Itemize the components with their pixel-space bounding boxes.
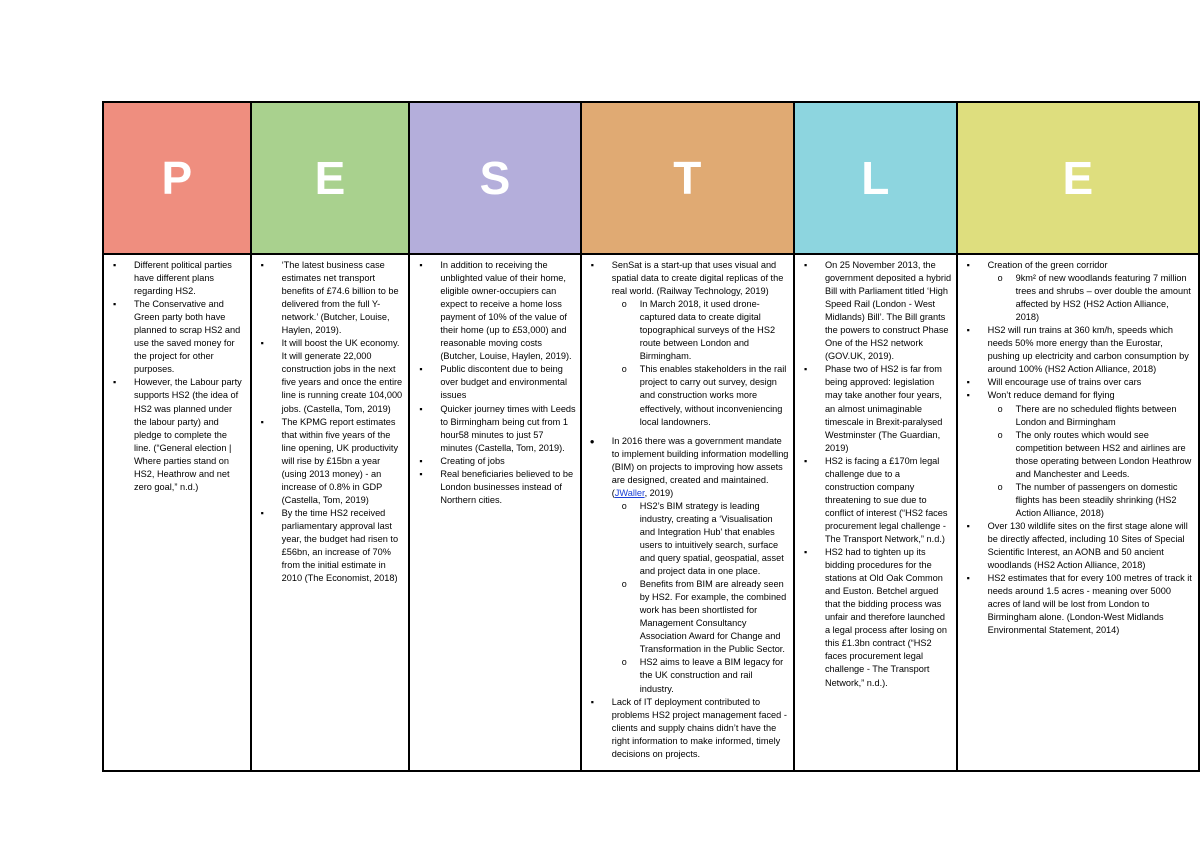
economic-list: [257, 259, 405, 585]
sub-list: [612, 298, 789, 428]
header-letter-e2: E: [1062, 152, 1094, 204]
list-item: ▪ Lack of IT deployment contributed to problems HS2 project management faced - clients and supply chains didn’t have the right information to make informed, timely decisions on projects.: [612, 696, 789, 761]
social-list: [415, 259, 575, 507]
list-item: ▪ The KPMG report estimates that within five years of the line opening, UK productivity will rise by £15bn a year (using 2013 money) - an increase of 0.8% in GDP (Castella, Tom, 2019): [282, 416, 405, 507]
header-letter-e: E: [314, 152, 346, 204]
header-letter-s: S: [479, 152, 511, 204]
list-item: [988, 389, 1194, 519]
sub-list: [612, 500, 789, 696]
political-cell: [103, 254, 251, 771]
list-item: ▪ In addition to receiving the unblighted value of their home, eligible owner-occupiers can expect to receive a home loss payment of 10% of the value of their home (up to £53,000) and reasonable moving costs (Butcher, Louise, Haylen, 2019).: [440, 259, 575, 363]
list-item: ▪ Creating of jobs: [440, 455, 575, 468]
list-item: ▪ Different political parties have different plans regarding HS2.: [134, 259, 246, 298]
list-item: ▪ Real beneficiaries believed to be London businesses instead of Northern cities.: [440, 468, 575, 507]
header-economic: [251, 102, 410, 254]
social-cell: [409, 254, 580, 771]
list-item: ▪ By the time HS2 received parliamentary approval last year, the budget had risen to £56bn, an increase of 70% from the initial estimate in 2010 (The Economist, 2018): [282, 507, 405, 585]
header-legal: [794, 102, 957, 254]
legal-cell: [794, 254, 957, 771]
sub-list-item: o There are no scheduled flights between London and Birmingham: [1016, 403, 1194, 429]
environmental-cell: [957, 254, 1199, 771]
economic-cell: [251, 254, 410, 771]
header-environmental: [957, 102, 1199, 254]
list-item: ▪ HS2 will run trains at 360 km/h, speeds which needs 50% more energy than the Eurostar, pushing up electricity and carbon consumption by around 100% (HS2 Action Alliance, 2018): [988, 324, 1194, 376]
environmental-list: [963, 259, 1194, 637]
header-letter-l: L: [861, 152, 890, 204]
list-item: ▪ Will encourage use of trains over cars: [988, 376, 1194, 389]
pestle-table: [102, 101, 1200, 772]
list-item: ▪ HS2 had to tighten up its bidding procedures for the stations at Old Oak Common and Euston. Betchel argued that the bidding process was unfair and therefore launched a legal process after losing on this £1.3bn contract (“HS2 faces procurement legal challenge - The Transport Network,” n.d.).: [825, 546, 952, 690]
sub-list: [988, 272, 1194, 324]
technological-list: [587, 259, 789, 761]
sub-list-item: o The only routes which would see competition between HS2 and airlines are those operating between London Heathrow and Manchester and Leeds.: [1016, 429, 1194, 481]
legal-list: [800, 259, 952, 690]
list-item-text: Won’t reduce demand for flying: [987, 390, 1115, 401]
list-item: ▪ Phase two of HS2 is far from being approved: legislation may take another four years, an almost unimaginable timescale in Brexit-paralysed Westminster (The Guardian, 2019): [825, 363, 952, 454]
list-item: ▪ On 25 November 2013, the government deposited a hybrid Bill with Parliament titled ‘High Speed Rail (London - West Midlands) Bill’. The Bill grants the powers to construct Phase One of the HS2 network (GOV.UK, 2019).: [825, 259, 952, 363]
sub-list-item: o HS2 aims to leave a BIM legacy for the UK construction and rail industry.: [640, 656, 789, 695]
list-item-text-end: , 2019): [644, 487, 674, 498]
sub-list-item: o In March 2018, it used drone-captured data to create digital topographical surveys of the HS2 route between London and Birmingham.: [640, 298, 789, 363]
header-row: [103, 102, 1199, 254]
list-item: ▪ However, the Labour party supports HS2 (the idea of HS2 was planned under the labour party) and pledge to complete the line. (“General election | Where parties stand on HS2, Heathrow and net zero goal,” n.d.): [134, 376, 246, 493]
list-item: [612, 435, 789, 696]
list-item: ▪ HS2 estimates that for every 100 metres of track it needs around 1.5 acres - meaning over 5000 acres of land will be lost from London to Birmingham alone. (London-West Midlands Environmental Statement, 2014): [988, 572, 1194, 637]
list-item-text: SenSat is a start-up that uses visual and spatial data to create digital replicas of the real world. (Railway Technology, 2019): [611, 260, 784, 297]
list-item: ▪ Quicker journey times with Leeds to Birmingham being cut from 1 hour58 minutes to just 57 minutes (Castella, Tom, 2019).: [440, 403, 575, 455]
sub-list-item: o Benefits from BIM are already seen by HS2. For example, the combined work has been shortlisted for Management Consultancy Association Award for Change and Transformation in the Public Sector.: [640, 578, 789, 656]
list-item-text: In 2016 there was a government mandate to implement building information modelling (BIM) on projects to improving how assets are designed, created and maintained. (: [611, 435, 789, 498]
sub-list: [988, 403, 1194, 520]
list-item: ▪ The Conservative and Green party both have planned to scrap HS2 and use the saved money for the project for other purposes.: [134, 298, 246, 376]
jwaller-link[interactable]: JWaller: [614, 487, 645, 498]
political-list: [109, 259, 246, 494]
list-item: ▪ Over 130 wildlife sites on the first stage alone will be directly affected, including 10 Sites of Special Scientific Interest, an AONB and 50 ancient woodlands (HS2 Action Alliance, 2018): [988, 520, 1194, 572]
sub-list-item: o 9km² of new woodlands featuring 7 million trees and shrubs – over double the amount affected by HS2 (HS2 Action Alliance, 2018): [1016, 272, 1194, 324]
header-letter-p: P: [161, 152, 193, 204]
list-item: [988, 259, 1194, 324]
list-item: ▪ It will boost the UK economy. It will generate 22,000 construction jobs in the next five years and once the entire line is running create 104,000 jobs. (Castella, Tom, 2019): [282, 337, 405, 415]
list-item: ▪ ‘The latest business case estimates net transport benefits of £74.6 billion to be delivered from the full Y-network.’ (Butcher, Louise, Haylen, 2019).: [282, 259, 405, 337]
header-letter-t: T: [673, 152, 702, 204]
sub-list-item: o The number of passengers on domestic flights has been steadily shrinking (HS2 Action Alliance, 2018): [1016, 481, 1194, 520]
header-technological: [581, 102, 794, 254]
content-row: [103, 254, 1199, 771]
technological-cell: [581, 254, 794, 771]
list-item-text: Creation of the green corridor: [987, 260, 1108, 270]
header-social: [409, 102, 580, 254]
sub-list-item: o This enables stakeholders in the rail project to carry out survey, design and construction works more effectively, without inconveniencing local landowners.: [640, 363, 789, 428]
sub-list-item: o HS2’s BIM strategy is leading industry, creating a ‘Visualisation and Integration Hub’ that enables users to intuitively search, surface and query spatial, geospatial, asset and project data in one place.: [640, 500, 789, 578]
list-item: ▪ Public discontent due to being over budget and environmental issues: [440, 363, 575, 402]
header-political: [103, 102, 251, 254]
list-item: [612, 259, 789, 429]
list-item: ▪ HS2 is facing a £170m legal challenge due to a construction company threatening to sue due to conflict of interest (“HS2 faces procurement legal challenge - The Transport Network,” n.d.): [825, 455, 952, 546]
